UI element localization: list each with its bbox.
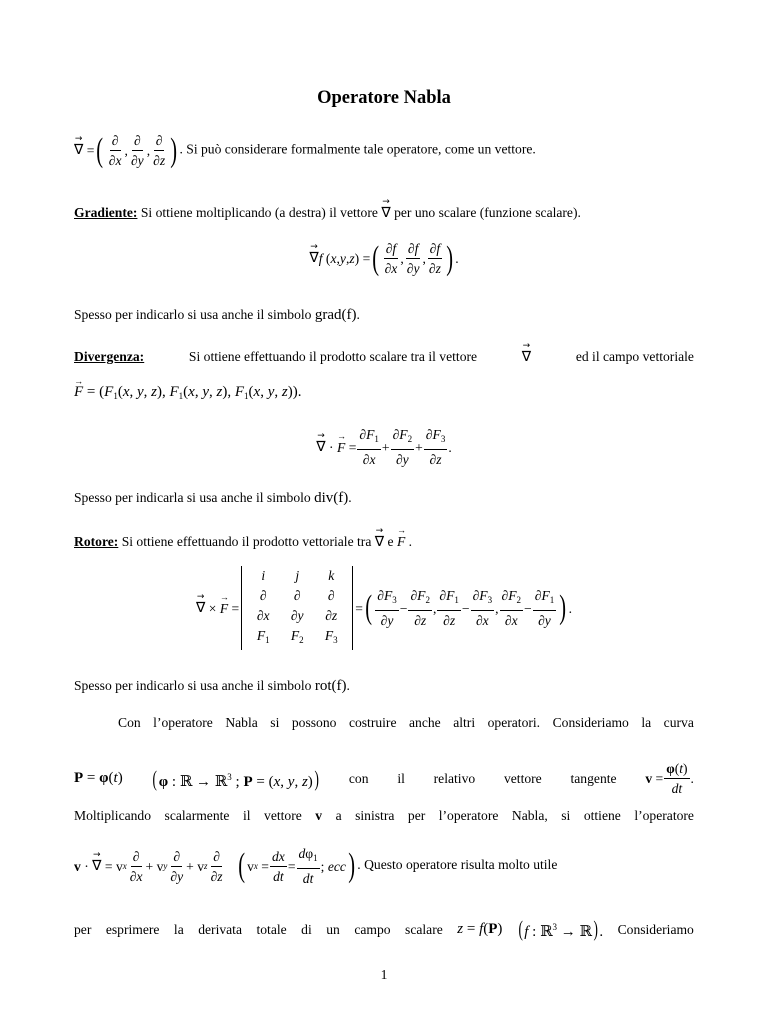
text-word: anche [409,715,441,730]
divergence-text-b: ed il campo vettoriale [575,349,694,364]
divergence-formula: → ∇ · → F = $\frac{\partial F_1}{\partial x}$ + $\frac{\partial F_2}{\partial y}$ + $\frac{\partial F_3}{\partial z}$ . [74,426,694,468]
text-word: si [270,715,280,730]
page-number: 1 [380,967,388,982]
text-word: la [641,715,652,730]
text-word: operatori. [487,715,541,730]
text-word: esprimere [105,921,160,937]
curl-label: Rotore: [74,534,119,549]
text-word: Spesso per indicarlo si usa anche il simbolo [74,678,315,693]
scalar-field: z = f(P) [457,920,503,937]
text-word: v [315,808,323,823]
text-word: si [561,808,571,823]
curl-text-a: Si ottiene effettuando il prodotto vettoriale tra [118,534,375,549]
text-word: Consideriamo [552,715,629,730]
text-word: totale [256,921,287,937]
gradient-label: Gradiente: [74,205,138,220]
text-word: per [407,808,426,823]
text-word: Consideriamo [617,921,694,937]
gradient-text-b: per uno scalare (funzione scalare). [390,205,581,220]
text-word: Con [118,715,141,730]
rot-symbol: rot(f) [314,678,347,694]
text-word: vettore [264,808,302,823]
div-symbol: div(f) [314,490,349,506]
text-word: costruire [348,715,397,730]
text-word: ecc [327,858,346,874]
text-word: . Questo operatore risulta molto utile [357,857,558,873]
text-word: campo [354,921,391,937]
curl-line: Rotore: Si ottiene effettuando il prodotto vettoriale tra → ∇ e → F . [74,533,694,551]
text-word: scalarmente [164,808,230,823]
text-word: Nabla, [511,808,548,823]
vector-field-definition: → $F = (F_1(x$, y, z), $F_1(x$, y, z), $F_1(x$, y, z)). [74,384,694,405]
divergence-label: Divergenza: [74,349,145,364]
curve-definition: (φ : ℝ → ℝ$^3$ ; P = (x, y, z)) [152,765,319,791]
field-symbol: → F [397,533,405,550]
text-word: la [173,921,184,937]
nabla-definition-formula: → ∇ = ( $\frac{\partial}{\partial x}$ , $\frac{\partial}{\partial y}$ , $\frac{\partial}{\partial z}$ ) [74,132,179,169]
nabla-symbol: → ∇ [375,534,384,551]
text-word: Moltiplicando [74,808,152,823]
divergence-text-a: Si ottiene effettuando il prodotto scalare tra il vettore [188,349,478,364]
paragraph-line-2 [74,760,694,797]
gradient-note: Spesso per indicarlo si usa anche il simbolo grad(f). [74,307,360,323]
text-word: a [335,808,342,823]
text-word: il [242,808,251,823]
text-word: ottiene [583,808,621,823]
nabla-symbol: → ∇ [381,205,390,222]
curl-note: Spesso per indicarlo si usa anche il simbolo rot(f). [74,678,350,694]
nabla-symbol: → ∇ [522,349,531,366]
paragraph-line-4 [74,845,694,887]
text-word: Spesso per indicarlo si usa anche il simbolo [74,307,315,322]
page-title: Operatore Nabla [317,88,451,108]
text-word: un [326,921,340,937]
text-word: curva [663,715,694,730]
gradient-text-a: Si ottiene moltiplicando (a destra) il vettore [137,205,382,220]
scalar-field-domain: (f : ℝ$^3$ → ℝ). [518,916,604,941]
text-word: con [348,771,369,786]
tangent-vector: v = $\frac{\varphi(t)}{dt}$ . [645,761,694,796]
text-word: sinistra [355,808,395,823]
paragraph-line-5 [74,912,694,946]
text-word: possono [291,715,337,730]
curl-formula: → ∇ × → F = i j k ∂ ∂ ∂ ∂x ∂y ∂z $F_1$ $F_2$ $F_3$ = ( $\frac{\partial F_3}{\partial y}$ − $\frac{\partial F_2}{\partial z}$ , $\frac{\partial F_1}{\partial z}$ − $\frac{\partial F_3}{\partial x}$ , $\frac{\partial F_2}{\partial x}$ − $\frac{\partial F_1}{\partial y}$ ) . [74,566,694,650]
gradient-line [74,204,694,222]
gradient-formula: → ∇ f ( x , y , z ) = ( $\frac{\partial f}{\partial x}$ , $\frac{\partial f}{\partial y}$ , $\frac{\partial f}{\partial z}$ ) . [74,240,694,277]
text-word: derivata [198,921,242,937]
text-word: tangente [570,771,617,786]
curl-text-b: e [384,534,397,549]
text-word: il [397,771,405,786]
divergence-line [74,348,694,366]
text-word: scalare [405,921,443,937]
divergence-note: Spesso per indicarla si usa anche il simbolo div(f). [74,490,352,506]
directional-derivative-operator: v · → ∇ = v x $\frac{\partial}{\partial x}$ + v y $\frac{\partial}{\partial y}$ + v z $\frac{\partial}{\partial z}$ ( v x = $\frac{dx}{dt}$ = $\frac{d\varphi_1}{dt}$ ; ecc ) [74,845,357,887]
text-word: Spesso per indicarla si usa anche il simbolo [74,490,315,505]
text-word: l’operatore [153,715,213,730]
text-word: vettore [503,771,542,786]
text-word: per [74,921,92,937]
text-word: relativo [433,771,476,786]
text-word: Nabla [225,715,258,730]
paragraph-line-1 [118,714,694,731]
paragraph-line-3 [74,807,694,824]
intro-text: . Si può considerare formalmente tale operatore, come un vettore. [179,141,536,157]
text-word: altri [453,715,476,730]
text-word: l’operatore [438,808,499,823]
text-word: di [301,921,312,937]
text-word: l’operatore [634,808,694,823]
grad-symbol: grad(f) [314,307,357,323]
curve-equation: P = φ(t) [74,770,123,786]
nabla-definition-line [74,132,694,169]
